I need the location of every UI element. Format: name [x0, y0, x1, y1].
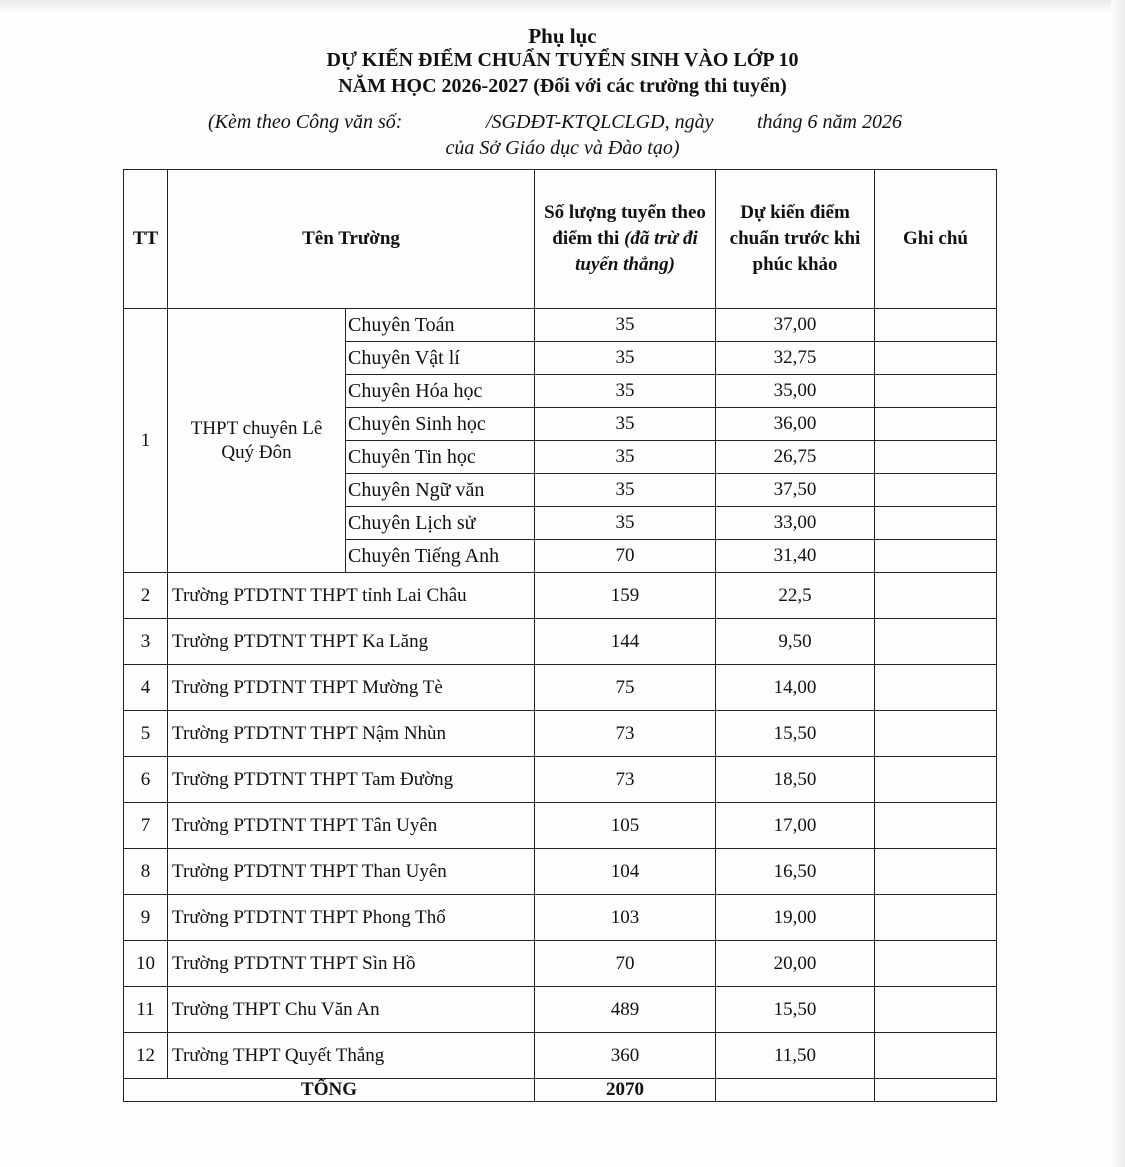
row-quota: 35	[535, 408, 716, 441]
row-score: 37,00	[716, 309, 875, 342]
specialized-class-name: Chuyên Tin học	[346, 441, 535, 474]
row-quota: 104	[535, 849, 716, 895]
table-row	[124, 987, 997, 1033]
row-score: 36,00	[716, 408, 875, 441]
row-tt: 2	[124, 573, 168, 619]
row-score: 16,50	[716, 849, 875, 895]
document-subtitle: NĂM HỌC 2026-2027 (Đối với các trường thi tuyển)	[338, 75, 787, 97]
row-score: 32,75	[716, 342, 875, 375]
specialized-class-name: Chuyên Tiếng Anh	[346, 540, 535, 573]
reference-line-2: của Sở Giáo dục và Đào tạo)	[445, 137, 680, 159]
row-quota: 489	[535, 987, 716, 1033]
table-header-row	[124, 170, 997, 309]
row-tt: 11	[124, 987, 168, 1033]
row-quota: 144	[535, 619, 716, 665]
row-quota: 35	[535, 507, 716, 540]
row-quota: 73	[535, 757, 716, 803]
row-quota: 105	[535, 803, 716, 849]
row-note	[875, 408, 997, 441]
total-row	[124, 1079, 997, 1102]
row-score: 33,00	[716, 507, 875, 540]
row-quota: 35	[535, 441, 716, 474]
row-score: 20,00	[716, 941, 875, 987]
row-note	[875, 895, 997, 941]
row-note	[875, 375, 997, 408]
table-row	[124, 1033, 997, 1079]
row-score: 19,00	[716, 895, 875, 941]
row-note	[875, 711, 997, 757]
row-school-name: THPT chuyên Lê Quý Đôn	[168, 309, 346, 573]
row-note	[875, 474, 997, 507]
row-note	[875, 619, 997, 665]
row-school-name: Trường PTDTNT THPT Ka Lăng	[168, 619, 535, 665]
page-shadow	[1111, 0, 1125, 1167]
row-quota: 159	[535, 573, 716, 619]
row-quota: 360	[535, 1033, 716, 1079]
row-quota: 35	[535, 375, 716, 408]
row-quota: 35	[535, 342, 716, 375]
row-score: 18,50	[716, 757, 875, 803]
row-tt: 3	[124, 619, 168, 665]
row-quota: 73	[535, 711, 716, 757]
row-note	[875, 507, 997, 540]
page-edge	[0, 0, 1125, 12]
row-school-name: Trường PTDTNT THPT Mường Tè	[168, 665, 535, 711]
table-row	[124, 849, 997, 895]
table-row	[124, 757, 997, 803]
table-row	[124, 619, 997, 665]
total-quota: 2070	[535, 1079, 716, 1102]
row-tt: 4	[124, 665, 168, 711]
row-note	[875, 342, 997, 375]
row-note	[875, 573, 997, 619]
row-school-name: Trường THPT Chu Văn An	[168, 987, 535, 1033]
row-school-name: Trường THPT Quyết Thắng	[168, 1033, 535, 1079]
row-note	[875, 987, 997, 1033]
row-quota: 35	[535, 474, 716, 507]
column-header-quota	[535, 170, 716, 309]
row-tt: 5	[124, 711, 168, 757]
row-school-name: Trường PTDTNT THPT Than Uyên	[168, 849, 535, 895]
specialized-class-name: Chuyên Lịch sử	[346, 507, 535, 540]
table-row	[124, 803, 997, 849]
total-note	[875, 1079, 997, 1102]
row-score: 26,75	[716, 441, 875, 474]
table-row	[124, 665, 997, 711]
row-note	[875, 941, 997, 987]
row-school-name: Trường PTDTNT THPT Phong Thổ	[168, 895, 535, 941]
total-score	[716, 1079, 875, 1102]
appendix-label: Phụ lục	[528, 24, 597, 48]
row-tt: 10	[124, 941, 168, 987]
row-school-name: Trường PTDTNT THPT tỉnh Lai Châu	[168, 573, 535, 619]
row-school-name: Trường PTDTNT THPT Tam Đường	[168, 757, 535, 803]
specialized-class-name: Chuyên Toán	[346, 309, 535, 342]
document-title: DỰ KIẾN ĐIỂM CHUẨN TUYỂN SINH VÀO LỚP 10	[326, 49, 799, 71]
row-note	[875, 849, 997, 895]
specialized-class-name: Chuyên Sinh học	[346, 408, 535, 441]
row-note	[875, 1033, 997, 1079]
row-school-name: Trường PTDTNT THPT Nậm Nhùn	[168, 711, 535, 757]
table-row	[124, 895, 997, 941]
row-tt: 8	[124, 849, 168, 895]
row-score: 31,40	[716, 540, 875, 573]
row-score: 15,50	[716, 711, 875, 757]
row-quota: 70	[535, 540, 716, 573]
row-note	[875, 540, 997, 573]
column-header-quota-main: Số lượng tuyển theo điểm thi	[544, 202, 706, 249]
specialized-class-name: Chuyên Hóa học	[346, 375, 535, 408]
row-tt: 6	[124, 757, 168, 803]
column-header-score: Dự kiến điểm chuẩn trước khi phúc khảo	[716, 170, 875, 309]
row-score: 17,00	[716, 803, 875, 849]
reference-part-2: /SGDĐT-KTQLCLGD, ngày	[486, 111, 714, 133]
column-header-school: Tên Trường	[168, 170, 535, 309]
specialized-class-name: Chuyên Vật lí	[346, 342, 535, 375]
table-row	[124, 711, 997, 757]
row-note	[875, 803, 997, 849]
row-score: 37,50	[716, 474, 875, 507]
row-tt: 1	[124, 309, 168, 573]
row-note	[875, 309, 997, 342]
row-tt: 12	[124, 1033, 168, 1079]
row-score: 15,50	[716, 987, 875, 1033]
reference-part-3: tháng 6 năm 2026	[757, 111, 902, 133]
row-score: 9,50	[716, 619, 875, 665]
column-header-note: Ghi chú	[875, 170, 997, 309]
row-note	[875, 757, 997, 803]
reference-part-1: (Kèm theo Công văn số:	[208, 111, 403, 133]
row-note	[875, 441, 997, 474]
column-header-tt: TT	[124, 170, 168, 309]
specialized-class-name: Chuyên Ngữ văn	[346, 474, 535, 507]
row-quota: 103	[535, 895, 716, 941]
table-row	[124, 309, 997, 342]
row-tt: 9	[124, 895, 168, 941]
total-label: TỔNG	[124, 1079, 535, 1102]
admission-score-table	[123, 169, 997, 1102]
row-score: 22,5	[716, 573, 875, 619]
row-tt: 7	[124, 803, 168, 849]
row-school-name: Trường PTDTNT THPT Sìn Hồ	[168, 941, 535, 987]
row-score: 14,00	[716, 665, 875, 711]
column-header-quota-note: (đã trừ đi tuyển thẳng)	[575, 228, 698, 275]
row-note	[875, 665, 997, 711]
row-quota: 70	[535, 941, 716, 987]
row-quota: 35	[535, 309, 716, 342]
row-score: 11,50	[716, 1033, 875, 1079]
row-quota: 75	[535, 665, 716, 711]
row-score: 35,00	[716, 375, 875, 408]
table-row	[124, 941, 997, 987]
row-school-name: Trường PTDTNT THPT Tân Uyên	[168, 803, 535, 849]
table-row	[124, 573, 997, 619]
